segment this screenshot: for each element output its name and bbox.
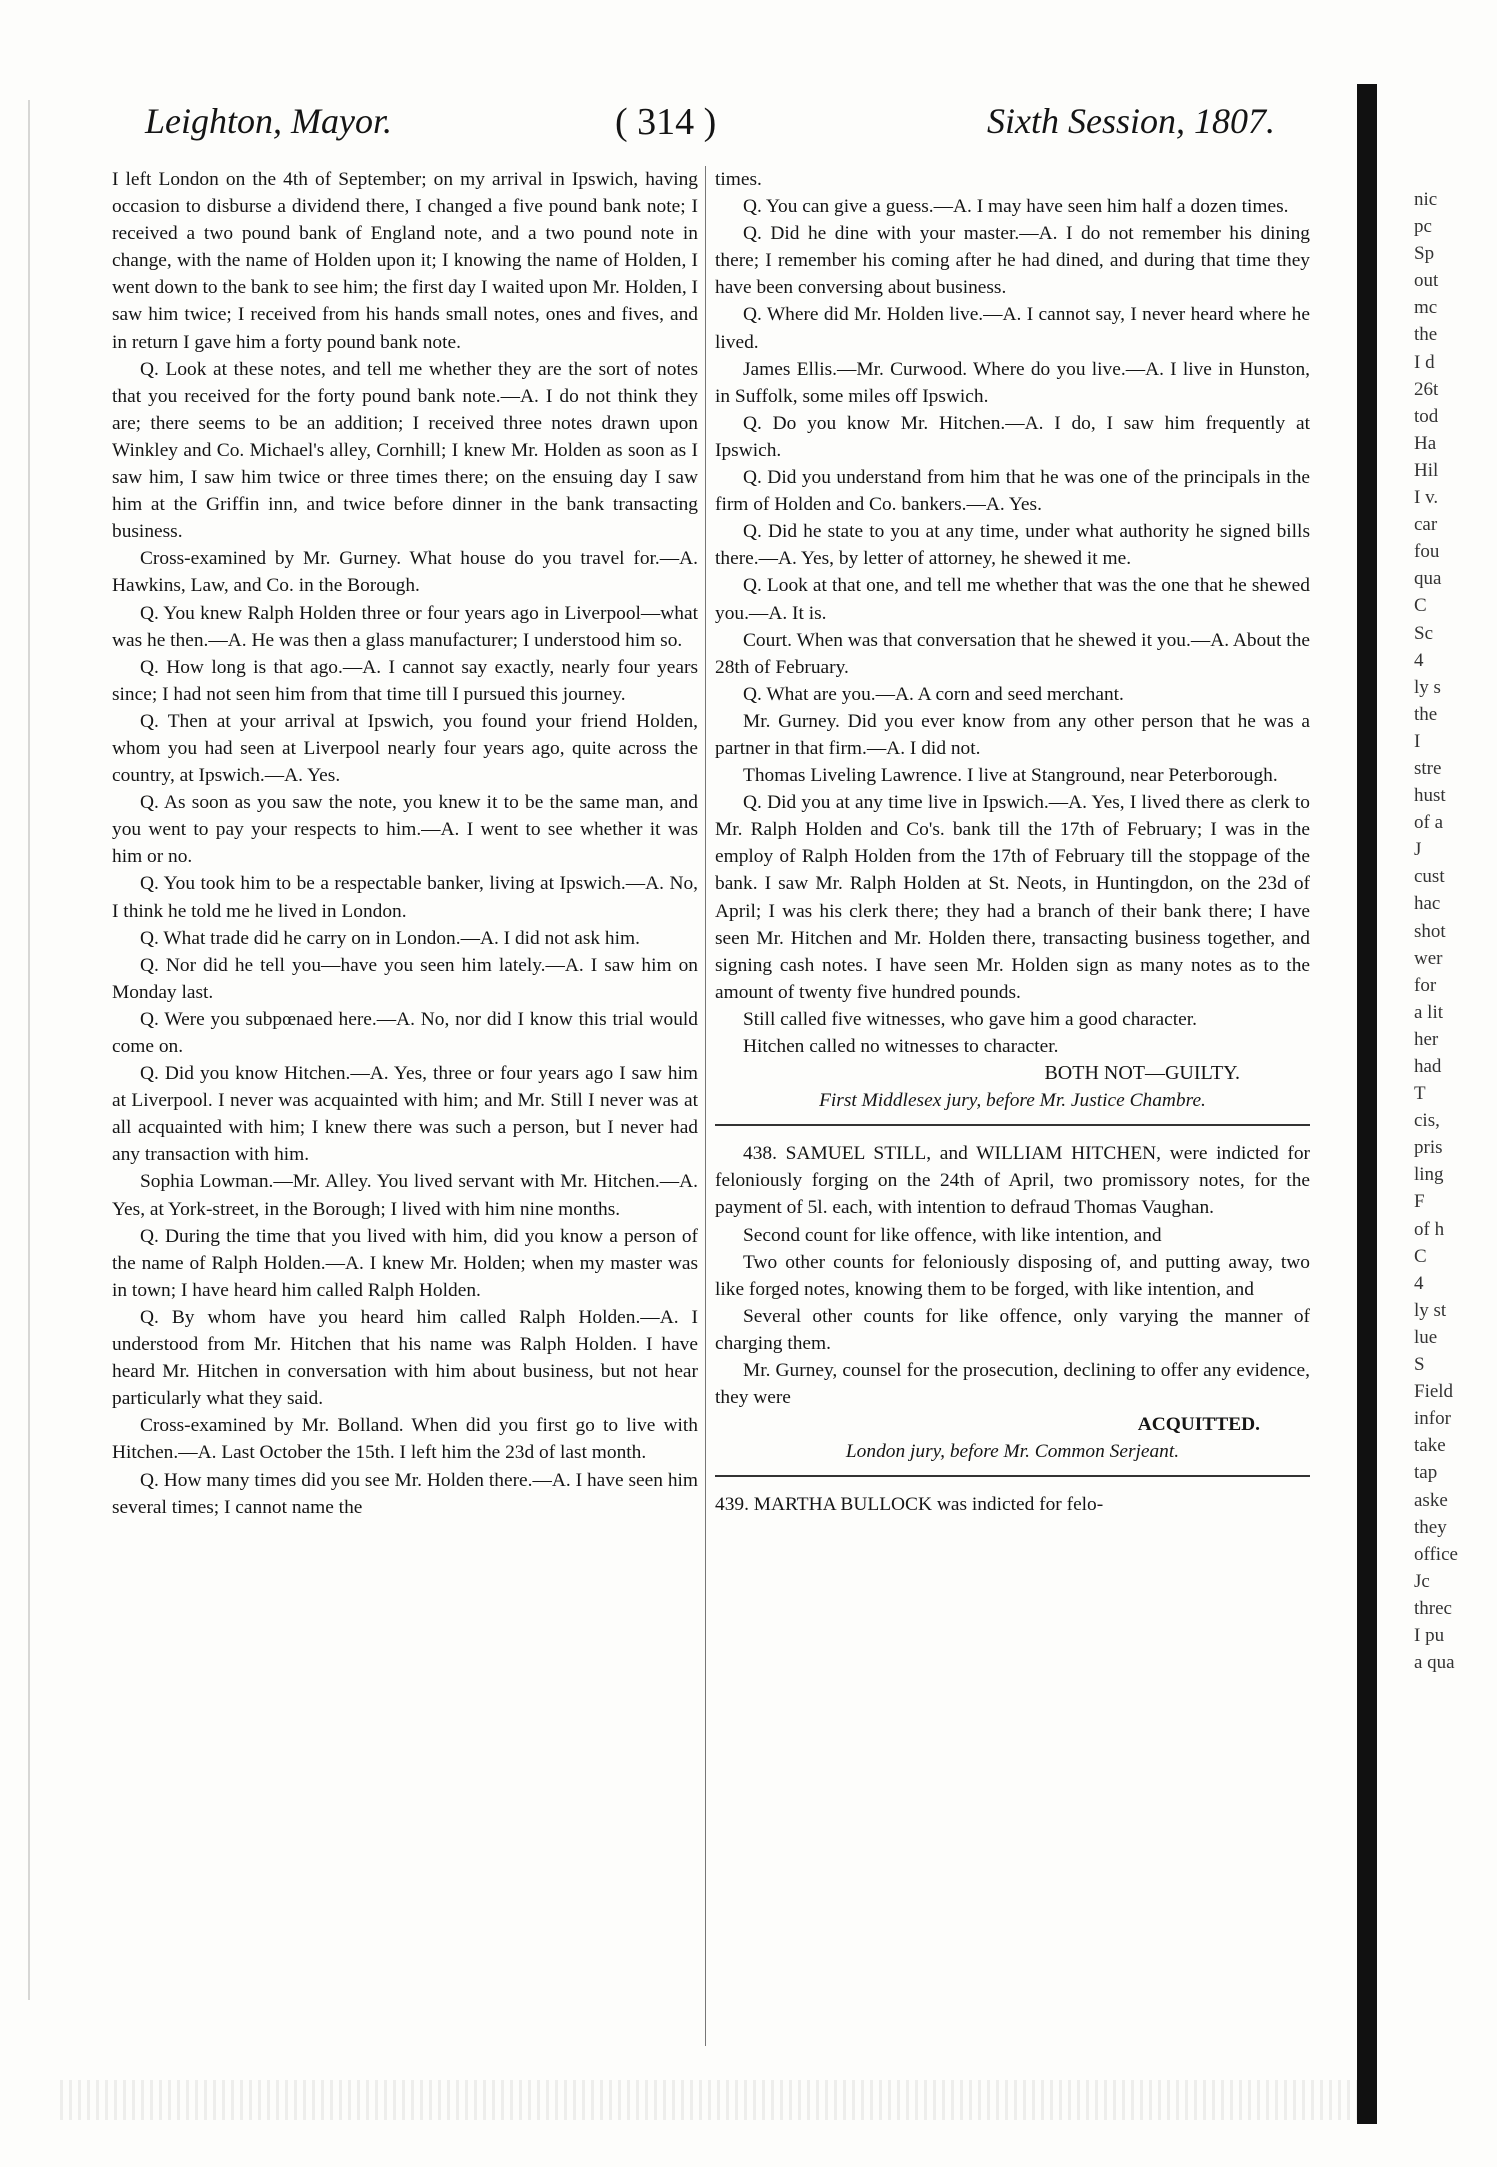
bleed-fragment: for bbox=[1414, 974, 1437, 996]
bleed-fragment: of h bbox=[1414, 1218, 1445, 1240]
bleed-fragment: had bbox=[1414, 1056, 1442, 1077]
bleed-fragment: of a bbox=[1414, 812, 1444, 834]
bleed-fragment: out bbox=[1414, 270, 1439, 292]
bleed-fragment: ling bbox=[1414, 1164, 1444, 1186]
bleed-fragment: they bbox=[1414, 1516, 1447, 1538]
bleed-fragment: Field bbox=[1414, 1381, 1454, 1403]
paragraph: Q. How long is that ago.—A. I cannot say exactly, nearly four years since; I had not seen him from that time till I pursued this journey. bbox=[112, 656, 698, 705]
paragraph: Q. Do you know Mr. Hitchen.—A. I do, I saw him frequently at Ipswich. bbox=[715, 412, 1310, 461]
paragraph: 438. SAMUEL STILL, and WILLIAM HITCHEN, were indicted for feloniously forging on the 24th of April, two promissory notes, for the payment of 5l. each, with intention to defraud Thomas Vaughan. bbox=[715, 1143, 1310, 1219]
bleed-fragment: T bbox=[1414, 1083, 1426, 1105]
bleed-fragment: ly s bbox=[1414, 676, 1441, 698]
bleed-fragment: office bbox=[1414, 1543, 1458, 1565]
bleed-fragment: ly st bbox=[1414, 1299, 1447, 1321]
bleed-fragment: pc bbox=[1414, 216, 1432, 238]
scan-noise bbox=[60, 2080, 1360, 2120]
paragraph: Q. Where did Mr. Holden live.—A. I cannot say, I never heard where he lived. bbox=[715, 304, 1310, 353]
jury-note: London jury, before Mr. Common Serjeant. bbox=[845, 1441, 1180, 1463]
bleed-fragment: the bbox=[1414, 703, 1438, 725]
bleed-fragment: qua bbox=[1414, 568, 1442, 590]
bleed-fragment: J bbox=[1414, 839, 1422, 861]
bleed-fragment: cust bbox=[1414, 866, 1445, 888]
bleed-fragment: 4 bbox=[1414, 649, 1424, 671]
bleed-fragment: C bbox=[1414, 595, 1427, 617]
paragraph: Q. Then at your arrival at Ipswich, you found your friend Holden, whom you had seen at Liverpool nearly four years ago, quite across the country, at Ipswich.—A. Yes. bbox=[112, 710, 698, 787]
paragraph: Q. You knew Ralph Holden three or four years ago in Liverpool—what was he then.—A. He was then a glass manufacturer; I understood him so. bbox=[112, 602, 698, 651]
bleed-fragment: the bbox=[1414, 324, 1438, 346]
scan-edge-shadow bbox=[28, 100, 30, 2000]
binding-shadow bbox=[1357, 84, 1377, 2124]
bleed-fragment: fou bbox=[1414, 541, 1440, 563]
paragraph: Thomas Liveling Lawrence. I live at Stanground, near Peterborough. bbox=[743, 765, 1278, 787]
bleed-fragment: I d bbox=[1414, 351, 1435, 373]
paragraph: 439. MARTHA BULLOCK was indicted for felo- bbox=[715, 1494, 1104, 1516]
paragraph: James Ellis.—Mr. Curwood. Where do you live.—A. I live in Hunston, in Suffolk, some miles off Ipswich. bbox=[715, 358, 1310, 407]
paragraph: Cross-examined by Mr. Bolland. When did you first go to live with Hitchen.—A. Last October the 15th. I left him the 23d of last month. bbox=[112, 1415, 698, 1464]
bleed-fragment: tap bbox=[1414, 1462, 1438, 1484]
page-header bbox=[145, 100, 1275, 160]
bleed-fragment: F bbox=[1414, 1191, 1425, 1213]
right-column bbox=[715, 166, 1310, 1519]
paragraph: Still called five witnesses, who gave him a good character. bbox=[743, 1008, 1197, 1030]
bleed-fragment: 4 bbox=[1414, 1272, 1424, 1294]
bleed-fragment: I bbox=[1414, 730, 1421, 752]
bleed-fragment: 26t bbox=[1414, 378, 1439, 400]
paragraph: Q. Did you at any time live in Ipswich.—A. Yes, I lived there as clerk to Mr. Ralph Holden and Co's. bank till the 17th of February; I was in the employ of Ralph Holden from the 17th of February till the stoppage of the bank. I saw Mr. Ralph Holden at St. Neots, in Huntingdon, on the 23d of April; I was his clerk there; they had a branch of their bank there; I have seen Mr. Hitchen and Mr. Holden there, transacting business together, and signing cash notes. I have seen Mr. Holden sign as many notes as to the amount of twenty five hundred pounds. bbox=[715, 792, 1310, 1003]
bleed-fragment: Jc bbox=[1414, 1570, 1430, 1592]
bleed-fragment: hac bbox=[1414, 893, 1441, 915]
bleed-fragment: hust bbox=[1414, 785, 1446, 807]
paragraph: Q. How many times did you see Mr. Holden there.—A. I have seen him several times; I cannot name the bbox=[112, 1469, 698, 1518]
paragraph: Q. By whom have you heard him called Ralph Holden.—A. I understood from Mr. Hitchen that his name was Ralph Holden. I have heard Mr. Hitchen in conversation with him about business, but not hear particularly what they said. bbox=[112, 1306, 698, 1410]
paragraph: Q. Did you know Hitchen.—A. Yes, three or four years ago I saw him at Liverpool. I never was acquainted with him; and Mr. Still I never was at all acquainted with him; I knew there was such a person, but I never had any transaction with him. bbox=[112, 1063, 698, 1166]
bleed-fragment: lue bbox=[1414, 1326, 1438, 1348]
bleed-fragment: Hil bbox=[1414, 459, 1439, 481]
bleed-fragment: aske bbox=[1414, 1489, 1448, 1511]
bleed-fragment: Sc bbox=[1414, 622, 1433, 644]
bleed-fragment: stre bbox=[1414, 757, 1442, 779]
paragraph: Q. You can give a guess.—A. I may have seen him half a dozen times. bbox=[743, 196, 1289, 218]
bleed-fragment: shot bbox=[1414, 920, 1446, 942]
bleed-fragment: cis, bbox=[1414, 1110, 1440, 1132]
bleed-fragment: her bbox=[1414, 1028, 1439, 1050]
bleed-fragment: wer bbox=[1414, 947, 1443, 969]
paragraph: times. bbox=[715, 169, 762, 190]
header-right: Sixth Session, 1807. bbox=[987, 101, 1275, 141]
page-number: ( 314 ) bbox=[615, 101, 717, 143]
paragraph: Q. As soon as you saw the note, you knew it to be the same man, and you went to pay your respects to him.—A. I went to see whether it was him or no. bbox=[112, 792, 698, 868]
paragraph: Q. Did you understand from him that he was one of the principals in the firm of Holden and Co. bankers.—A. Yes. bbox=[715, 467, 1310, 516]
paragraph: Sophia Lowman.—Mr. Alley. You lived servant with Mr. Hitchen.—A. Yes, at York-street, in the Borough; I lived with him nine months. bbox=[112, 1171, 698, 1220]
paragraph: Mr. Gurney. Did you ever know from any other person that he was a partner in that firm.—A. I did not. bbox=[715, 710, 1310, 759]
bleed-fragment: pris bbox=[1414, 1137, 1443, 1159]
bleed-fragment: threc bbox=[1414, 1597, 1452, 1619]
verdict: BOTH NOT—GUILTY. bbox=[1044, 1062, 1240, 1085]
paragraph: Q. Did he dine with your master.—A. I do not remember his dining there; I remember his coming after he had dined, and during that time they have been conversing about business. bbox=[715, 223, 1310, 299]
bleed-fragment: C bbox=[1414, 1245, 1427, 1267]
paragraph: Several other counts for like offence, only varying the manner of charging them. bbox=[715, 1305, 1310, 1354]
paragraph: Q. Look at that one, and tell me whether that was the one that he shewed you.—A. It is. bbox=[715, 575, 1310, 624]
paragraph: Q. You took him to be a respectable banker, living at Ipswich.—A. No, I think he told me he lived in London. bbox=[112, 873, 698, 922]
bleed-fragment: infor bbox=[1414, 1408, 1451, 1430]
bleed-fragment: mc bbox=[1414, 297, 1438, 319]
paragraph: Q. Look at these notes, and tell me whether they are the sort of notes that you received for the forty pound bank note.—A. I do not think they are; there seems to be an addition; I received three notes drawn upon Winkley and Co. Michael's alley, Cornhill; I knew Mr. Holden as soon as I saw him, I saw him twice or three times there; on the ensuing day I saw him at the Griffin inn, and twice before dinner in the bank transacting business. bbox=[112, 358, 698, 543]
paragraph: Cross-examined by Mr. Gurney. What house do you travel for.—A. Hawkins, Law, and Co. in the Borough. bbox=[112, 548, 698, 597]
bleed-fragment: a qua bbox=[1414, 1652, 1455, 1674]
paragraph: Mr. Gurney, counsel for the prosecution, declining to offer any evidence, they were bbox=[715, 1360, 1310, 1409]
left-column bbox=[112, 166, 698, 1521]
bleed-fragment: I v. bbox=[1414, 487, 1439, 509]
section-rule bbox=[715, 1124, 1310, 1126]
jury-note: First Middlesex jury, before Mr. Justice Chambre. bbox=[819, 1090, 1206, 1112]
paragraph: Hitchen called no witnesses to character. bbox=[743, 1036, 1059, 1057]
paragraph: Q. What are you.—A. A corn and seed merchant. bbox=[743, 683, 1124, 705]
column-divider bbox=[705, 166, 706, 2046]
bleed-fragment: car bbox=[1414, 514, 1438, 536]
paragraph: Second count for like offence, with like intention, and bbox=[743, 1224, 1162, 1246]
paragraph: Two other counts for feloniously disposing of, and putting away, two like forged notes, knowing them to be forged, with like intention, and bbox=[715, 1251, 1310, 1300]
bleed-fragment: S bbox=[1414, 1354, 1425, 1376]
bleed-fragment: nic bbox=[1414, 189, 1438, 210]
paragraph: Q. Were you subpœnaed here.—A. No, nor did I know this trial would come on. bbox=[112, 1008, 698, 1057]
next-page-bleed bbox=[1414, 186, 1494, 1676]
bleed-fragment: I pu bbox=[1414, 1624, 1445, 1646]
section-rule bbox=[715, 1475, 1310, 1477]
bleed-fragment: tod bbox=[1414, 405, 1439, 427]
bleed-fragment: Sp bbox=[1414, 243, 1435, 265]
bleed-fragment: take bbox=[1414, 1435, 1446, 1457]
header-left: Leighton, Mayor. bbox=[145, 101, 392, 141]
bleed-fragment: Ha bbox=[1414, 432, 1437, 454]
paragraph: Q. Did he state to you at any time, under what authority he signed bills there.—A. Yes, by letter of attorney, he shewed it me. bbox=[715, 521, 1310, 570]
verdict: ACQUITTED. bbox=[1137, 1414, 1260, 1436]
bleed-fragment: a lit bbox=[1414, 1001, 1444, 1023]
paragraph: I left London on the 4th of September; on my arrival in Ipswich, having occasion to disburse a dividend there, I changed a five pound bank note; I received a two pound bank of England note, and a two pound note in change, with the name of Holden upon it; I knowing the name of Holden, I went down to the bank to see him; the first day I waited upon Mr. Holden, I saw him twice; I received from his hands small notes, ones and fives, and in return I gave him a forty pound bank note. bbox=[112, 169, 698, 353]
paragraph: Q. Nor did he tell you—have you seen him lately.—A. I saw him on Monday last. bbox=[112, 954, 698, 1003]
paragraph: Q. What trade did he carry on in London.—A. I did not ask him. bbox=[140, 927, 640, 949]
paragraph: Court. When was that conversation that he shewed it you.—A. About the 28th of February. bbox=[715, 629, 1310, 678]
paragraph: Q. During the time that you lived with him, did you know a person of the name of Ralph Holden.—A. I knew Mr. Holden; when my master was in town; I have heard him called Ralph Holden. bbox=[112, 1225, 698, 1301]
